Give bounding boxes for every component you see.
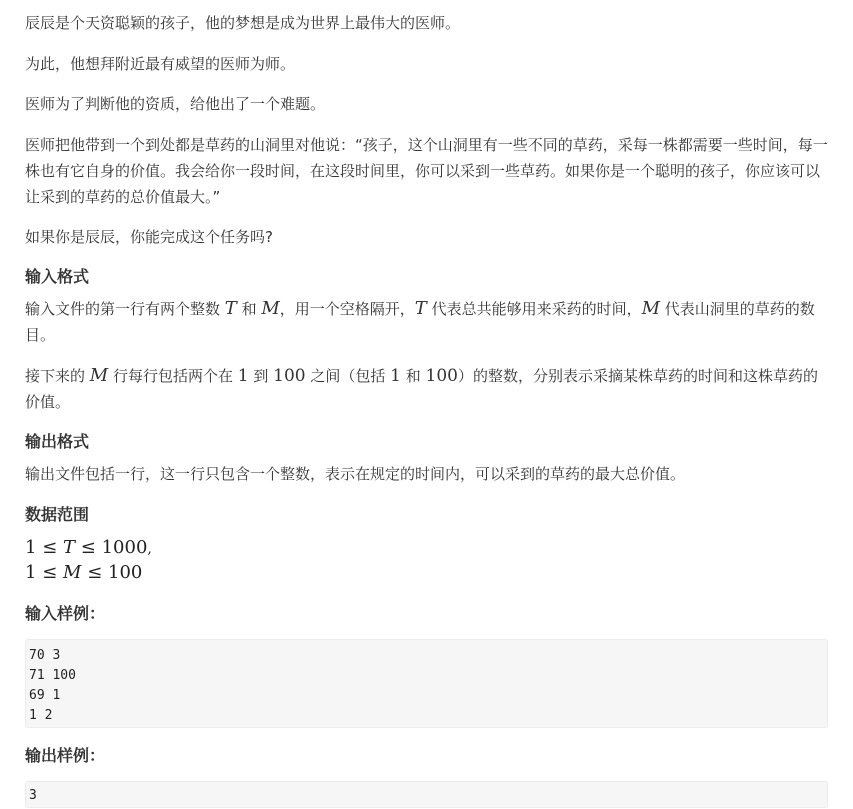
text-span: 输入文件的第一行有两个整数: [25, 300, 225, 318]
text-span: 和: [236, 300, 262, 318]
math-var: M: [89, 365, 109, 386]
output-format-heading: 输出格式: [25, 432, 90, 451]
math-operator: ≤: [80, 537, 96, 558]
sample-output-codebox[interactable]: [25, 781, 828, 808]
text-span: 之间（包括: [305, 367, 391, 385]
sample-output-heading: 输出样例：: [25, 746, 106, 765]
math-number: 1: [390, 366, 401, 386]
math-var: M: [63, 562, 82, 583]
math-number: 1: [25, 537, 37, 558]
sample-output-code[interactable]: 3: [29, 788, 37, 803]
math-number: 1: [25, 562, 37, 583]
math-operator: ≤: [42, 537, 58, 558]
math-operator: ≤: [87, 562, 103, 583]
math-number: 1: [237, 366, 249, 386]
text-span: 接下来的: [25, 367, 90, 385]
input-format-paragraph-2: [25, 363, 829, 415]
sample-input-codebox[interactable]: [25, 639, 828, 728]
text-span: 代表总共能够用来采药的时间，: [426, 300, 642, 318]
math-var: T: [224, 298, 237, 319]
math-number: 100: [425, 366, 458, 386]
input-format-paragraph-1: [25, 296, 829, 348]
intro-paragraph-1: 辰辰是个天资聪颖的孩子，他的梦想是成为世界上最伟大的医师。: [25, 14, 461, 32]
intro-paragraph-2: 为此，他想拜附近最有威望的医师为师。: [25, 55, 296, 73]
intro-paragraph-3: 医师为了判断他的资质，给他出了一个难题。: [25, 95, 326, 113]
data-range-heading: 数据范围: [25, 505, 90, 524]
text-span: 和: [400, 367, 426, 385]
math-separator: ,: [147, 541, 152, 557]
text-span: 到: [248, 367, 274, 385]
text-span: ）的整数，分别表示采摘某株草药的时间和这株草药的价值。: [25, 367, 818, 411]
math-var: M: [641, 298, 661, 319]
output-format-paragraph: 输出文件包括一行，这一行只包含一个整数，表示在规定的时间内，可以采到的草药的最大总价值。: [25, 465, 686, 483]
sample-input-heading: 输入样例：: [25, 604, 106, 623]
text-span: ，用一个空格隔开，: [279, 300, 415, 318]
math-var: T: [63, 537, 76, 558]
math-operator: ≤: [42, 562, 58, 583]
intro-paragraph-4: 医师把他带到一个到处都是草药的山洞里对他说：“孩子，这个山洞里有一些不同的草药，采每一株都需要一些时间，每一株也有它自身的价值。我会给你一段时间，在这段时间里，你可以采到一些草药。如果你是一个聪明的孩子，你应该可以让采到的草药的总价值最大。”: [25, 136, 828, 206]
sample-input-code[interactable]: 70 3 71 100 69 1 1 2: [29, 648, 76, 723]
text-span: 代表山洞里的草药的数目。: [25, 300, 815, 344]
math-number: 100: [108, 562, 143, 583]
text-span: 行每行包括两个在: [108, 367, 238, 385]
math-number: 1000: [101, 537, 148, 558]
data-range-line-2: [25, 561, 142, 585]
input-format-heading: 输入格式: [25, 267, 90, 286]
math-number: 100: [273, 366, 306, 386]
math-var: T: [414, 298, 427, 319]
math-var: M: [261, 298, 280, 319]
intro-paragraph-5: 如果你是辰辰，你能完成这个任务吗?: [25, 228, 273, 246]
data-range-line-1: [25, 536, 152, 561]
